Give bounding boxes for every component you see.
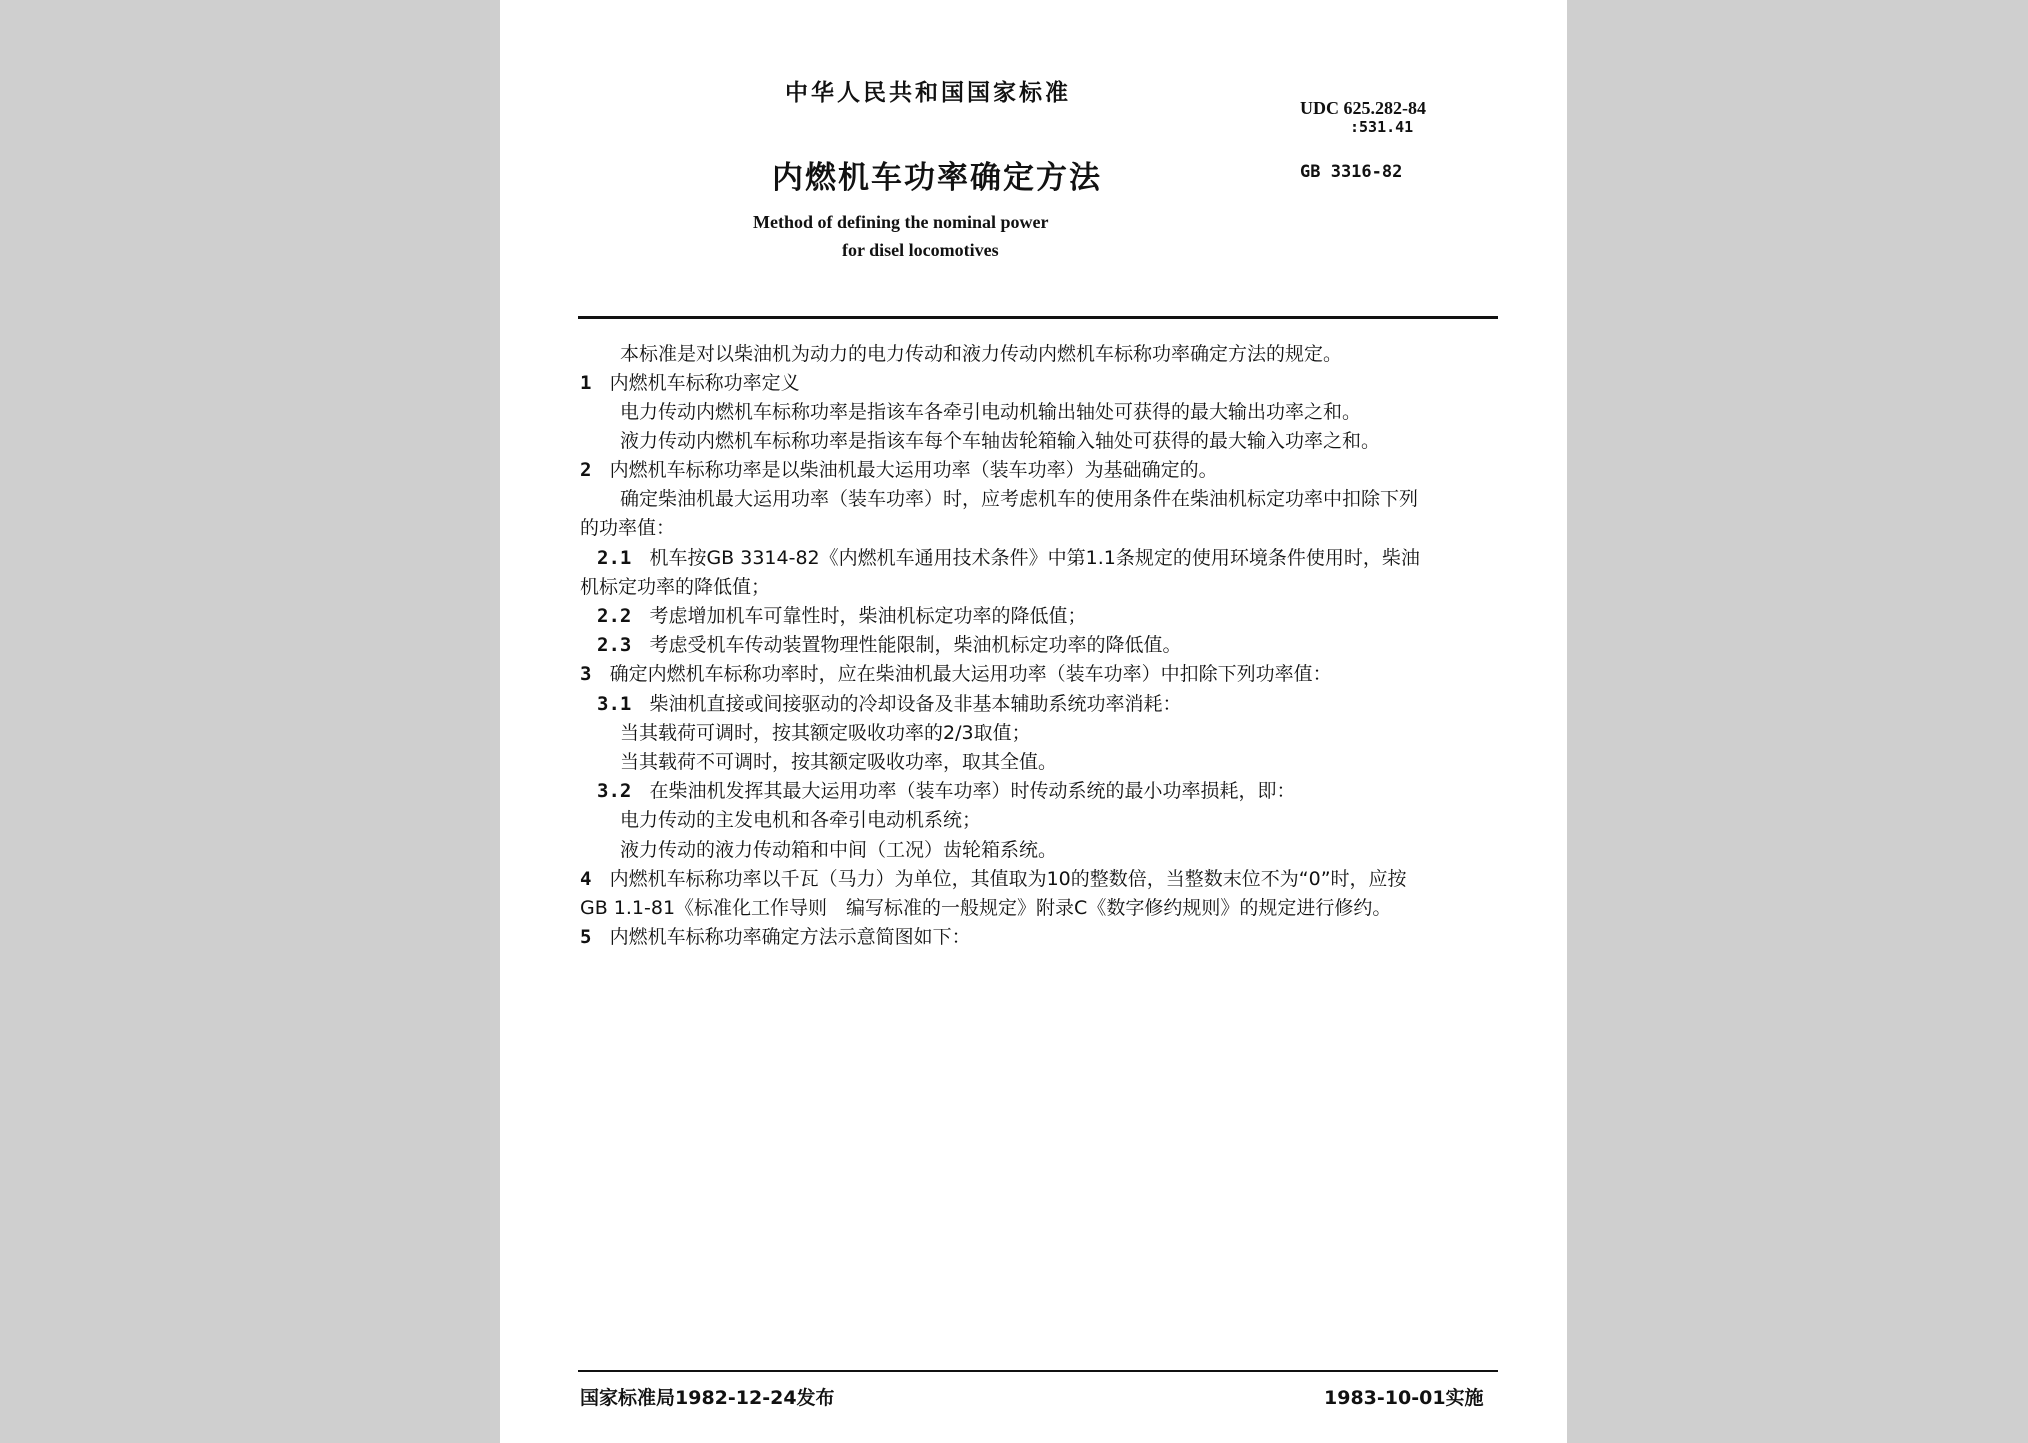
body-paragraph: 本标准是对以柴油机为动力的电力传动和液力传动内燃机车标称功率确定方法的规定。 [620,343,1343,365]
section-heading: 2 内燃机车标称功率是以柴油机最大运用功率（装车功率）为基础确定的。 [580,459,1218,481]
document-page [500,0,1567,1443]
footer-divider [578,1370,1498,1372]
udc-code-line1: UDC 625.282-84 [1300,98,1426,118]
document-title-cn: 内燃机车功率确定方法 [772,160,1102,196]
body-paragraph: 电力传动内燃机车标称功率是指该车各牵引电动机输出轴处可获得的最大输出功率之和。 [620,401,1362,423]
gb-standard-code: GB 3316-82 [1300,162,1403,182]
header-divider [578,316,1498,319]
body-paragraph: 电力传动的主发电机和各牵引电动机系统； [620,809,982,831]
udc-code-line2: :531.41 [1350,118,1414,136]
body-paragraph: 机标定功率的降低值； [580,576,771,598]
issuing-country-standard: 中华人民共和国国家标准 [785,80,1071,106]
subsection-item: 3.1 柴油机直接或间接驱动的冷却设备及非基本辅助系统功率消耗： [597,693,1182,715]
section-heading: 3 确定内燃机车标称功率时，应在柴油机最大运用功率（装车功率）中扣除下列功率值： [580,663,1332,685]
subsection-item: 3.2 在柴油机发挥其最大运用功率（装车功率）时传动系统的最小功率损耗，即： [597,780,1296,802]
body-paragraph: 确定柴油机最大运用功率（装车功率）时，应考虑机车的使用条件在柴油机标定功率中扣除下列 [620,488,1419,510]
document-title-en-line2: for disel locomotives [842,240,999,260]
issue-date: 国家标准局1982-12-24发布 [580,1387,835,1409]
body-paragraph: 当其载荷不可调时，按其额定吸收功率，取其全值。 [620,751,1058,773]
subsection-item: 2.2 考虑增加机车可靠性时，柴油机标定功率的降低值； [597,605,1087,627]
body-paragraph: 液力传动的液力传动箱和中间（工况）齿轮箱系统。 [620,839,1058,861]
section-heading: 4 内燃机车标称功率以千瓦（马力）为单位，其值取为10的整数倍，当整数末位不为“0”时，应按 [580,868,1407,890]
effective-date: 1983-10-01实施 [1324,1387,1484,1409]
subsection-item: 2.3 考虑受机车传动装置物理性能限制，柴油机标定功率的降低值。 [597,634,1182,656]
subsection-item: 2.1 机车按GB 3314-82《内燃机车通用技术条件》中第1.1条规定的使用环境条件使用时，柴油 [597,547,1420,569]
document-title-en-line1: Method of defining the nominal power [753,212,1049,232]
body-paragraph: 液力传动内燃机车标称功率是指该车每个车轴齿轮箱输入轴处可获得的最大输入功率之和。 [620,430,1381,452]
section-heading: 1 内燃机车标称功率定义 [580,372,800,394]
body-paragraph: 的功率值： [580,517,676,539]
body-paragraph: 当其载荷可调时，按其额定吸收功率的2/3取值； [620,722,1031,744]
section-heading: 5 内燃机车标称功率确定方法示意简图如下： [580,926,971,948]
body-paragraph: GB 1.1-81《标准化工作导则 编写标准的一般规定》附录C《数字修约规则》的规定进行修约。 [580,897,1392,919]
